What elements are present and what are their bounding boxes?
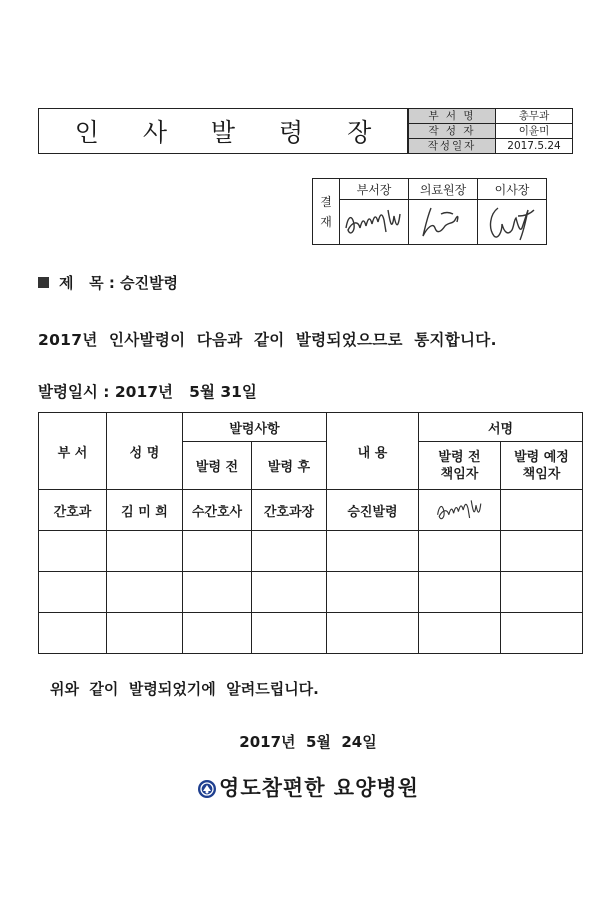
meta-value-dept: 총무과 xyxy=(496,109,573,124)
cell-before: 수간호사 xyxy=(183,490,252,531)
empty-cell xyxy=(183,531,252,572)
signature-chairman xyxy=(478,200,547,245)
order-date: 발령일시 : 2017년 5월 31일 xyxy=(38,383,257,401)
empty-cell xyxy=(501,572,583,613)
empty-cell xyxy=(252,613,327,654)
empty-cell xyxy=(107,531,183,572)
cell-name: 김 미 희 xyxy=(107,490,183,531)
closing-text: 위와 같이 발령되었기에 알려드립니다. xyxy=(50,680,319,698)
empty-cell xyxy=(39,613,107,654)
signature-director xyxy=(409,200,478,245)
approval-header-dept-head: 부서장 xyxy=(340,179,409,200)
meta-table xyxy=(408,108,573,154)
approval-side-label-bottom: 재 xyxy=(320,214,332,229)
meta-value-date: 2017.5.24 xyxy=(496,139,573,154)
bullet-square-icon xyxy=(38,277,49,288)
hospital-seal-icon xyxy=(197,779,217,804)
signature-dept-head xyxy=(340,200,409,245)
table-row xyxy=(39,572,583,613)
cell-content: 승진발령 xyxy=(327,490,419,531)
header-sign-after: 발령 예정 책임자 xyxy=(501,442,583,490)
subject-line xyxy=(38,272,178,293)
meta-key-dept: 부 서 명 xyxy=(409,109,496,124)
signature-sign-before xyxy=(419,490,501,531)
cell-sign-after xyxy=(501,490,583,531)
issue-date: 2017년 5월 24일 xyxy=(239,733,377,751)
empty-cell xyxy=(107,572,183,613)
approval-side-label xyxy=(313,179,340,245)
meta-key-date: 작성일자 xyxy=(409,139,496,154)
empty-cell xyxy=(419,531,501,572)
empty-cell xyxy=(107,613,183,654)
table-row xyxy=(39,613,583,654)
empty-cell xyxy=(39,572,107,613)
document-title: 인 사 발 령 장 xyxy=(38,108,408,154)
header-sign: 서명 xyxy=(419,413,583,442)
approval-header-chairman: 이사장 xyxy=(478,179,547,200)
empty-cell xyxy=(252,531,327,572)
empty-cell xyxy=(39,531,107,572)
meta-row-dept xyxy=(409,109,573,124)
table-row xyxy=(39,490,583,531)
meta-row-date xyxy=(409,139,573,154)
meta-key-author: 작 성 자 xyxy=(409,124,496,139)
empty-cell xyxy=(327,613,419,654)
empty-cell xyxy=(327,531,419,572)
empty-cell xyxy=(419,572,501,613)
header-change: 발령사항 xyxy=(183,413,327,442)
approval-header-director: 의료원장 xyxy=(409,179,478,200)
subject-text: 제 목 : 승진발령 xyxy=(59,274,179,292)
personnel-order-table xyxy=(38,412,583,654)
header-content: 내 용 xyxy=(327,413,419,490)
header-after: 발령 후 xyxy=(252,442,327,490)
cell-dept: 간호과 xyxy=(39,490,107,531)
header-name: 성 명 xyxy=(107,413,183,490)
header-sign-before: 발령 전 책임자 xyxy=(419,442,501,490)
meta-row-author xyxy=(409,124,573,139)
notice-text: 2017년 인사발령이 다음과 같이 발령되었으므로 통지합니다. xyxy=(38,331,497,349)
table-row xyxy=(39,531,583,572)
empty-cell xyxy=(252,572,327,613)
header-dept: 부 서 xyxy=(39,413,107,490)
approval-box xyxy=(312,178,547,245)
organization-line xyxy=(0,772,616,804)
empty-cell xyxy=(183,613,252,654)
header-before: 발령 전 xyxy=(183,442,252,490)
organization-name: 영도참편한 요양병원 xyxy=(219,776,419,800)
empty-cell xyxy=(501,531,583,572)
empty-cell xyxy=(327,572,419,613)
approval-side-label-top: 결 xyxy=(320,194,332,209)
empty-cell xyxy=(501,613,583,654)
empty-cell xyxy=(183,572,252,613)
empty-cell xyxy=(419,613,501,654)
meta-value-author: 이윤미 xyxy=(496,124,573,139)
cell-after: 간호과장 xyxy=(252,490,327,531)
